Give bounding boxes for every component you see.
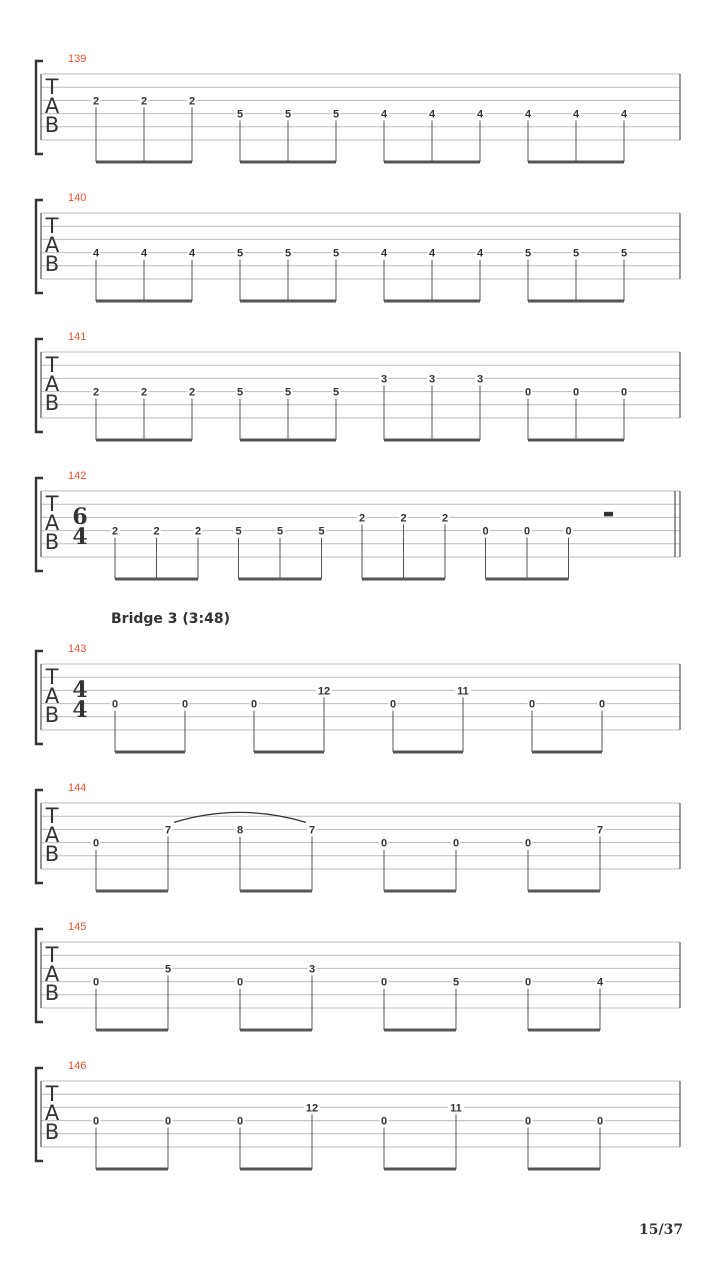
tab-clef-letter: T — [45, 1082, 59, 1106]
fret-number: 5 — [164, 963, 172, 976]
fret-number: 3 — [476, 373, 484, 386]
tab-clef-letter: T — [45, 665, 59, 689]
fret-number: 0 — [111, 698, 119, 711]
tab-clef-letter: A — [44, 1101, 60, 1125]
tab-clef-letter: B — [44, 703, 60, 727]
tab-clef-letter: A — [44, 94, 60, 118]
tab-clef-letter: B — [44, 391, 60, 415]
fret-number: 4 — [524, 108, 532, 121]
half-rest — [604, 512, 613, 517]
fret-number: 0 — [524, 837, 532, 850]
fret-number: 2 — [188, 95, 196, 108]
tab-clef-letter: A — [44, 233, 60, 257]
fret-number: 4 — [380, 108, 388, 121]
fret-number: 2 — [140, 386, 148, 399]
fret-number: 0 — [452, 837, 460, 850]
tab-clef-letter: B — [44, 530, 60, 554]
measure-number: 143 — [68, 643, 87, 655]
fret-number: 0 — [528, 698, 536, 711]
fret-number: 5 — [332, 247, 340, 260]
tab-clef-letter: A — [44, 511, 60, 535]
fret-number: 4 — [572, 108, 580, 121]
fret-number: 8 — [236, 824, 244, 837]
tab-clef-letter: T — [45, 492, 59, 516]
fret-number: 5 — [236, 108, 244, 121]
fret-number: 5 — [276, 525, 284, 538]
fret-number: 0 — [572, 386, 580, 399]
measure-number: 139 — [68, 53, 87, 65]
tab-clef-letter: A — [44, 962, 60, 986]
section-label: Bridge 3 (3:48) — [111, 611, 231, 627]
fret-number: 7 — [596, 824, 604, 837]
fret-number: 4 — [428, 108, 436, 121]
fret-number: 4 — [92, 247, 100, 260]
fret-number: 0 — [236, 976, 244, 989]
fret-number: 5 — [452, 976, 460, 989]
fret-number: 0 — [620, 386, 628, 399]
fret-number: 7 — [308, 824, 316, 837]
fret-number: 5 — [318, 525, 325, 538]
tab-clef-letter: A — [44, 823, 60, 847]
tab-clef-letter: B — [44, 842, 60, 866]
measure-number: 141 — [68, 331, 87, 343]
fret-number: 11 — [457, 685, 469, 698]
fret-number: 2 — [92, 95, 100, 108]
fret-number: 0 — [164, 1115, 172, 1128]
fret-number: 5 — [332, 386, 340, 399]
fret-number: 0 — [92, 1115, 100, 1128]
tab-clef-letter: T — [45, 353, 59, 377]
fret-number: 0 — [92, 837, 100, 850]
fret-number: 0 — [389, 698, 397, 711]
measure-number: 146 — [68, 1060, 87, 1072]
fret-number: 12 — [305, 1102, 319, 1115]
time-signature-numerator: 4 — [72, 677, 88, 703]
fret-number: 0 — [598, 698, 606, 711]
fret-number: 0 — [524, 1115, 532, 1128]
fret-number: 0 — [380, 837, 388, 850]
fret-number: 3 — [380, 373, 388, 386]
fret-number: 4 — [596, 976, 604, 989]
tab-clef-letter: B — [44, 981, 60, 1005]
fret-number: 5 — [524, 247, 532, 260]
page-number: 15/37 — [639, 1222, 684, 1238]
fret-number: 2 — [111, 525, 119, 538]
fret-number: 0 — [523, 525, 531, 538]
tab-clef-letter: T — [45, 804, 59, 828]
fret-number: 3 — [308, 963, 316, 976]
measure-number: 144 — [68, 782, 87, 794]
fret-number: 4 — [620, 108, 628, 121]
fret-number: 5 — [236, 386, 244, 399]
fret-number: 5 — [284, 247, 292, 260]
fret-number: 2 — [153, 525, 160, 538]
tab-clef-letter: B — [44, 252, 60, 276]
fret-number: 4 — [428, 247, 436, 260]
fret-number: 5 — [572, 247, 580, 260]
fret-number: 5 — [620, 247, 628, 260]
tab-clef-letter: B — [44, 1120, 60, 1144]
fret-number: 3 — [428, 373, 436, 386]
slur — [174, 812, 306, 822]
fret-number: 2 — [358, 512, 366, 525]
fret-number: 5 — [236, 247, 244, 260]
fret-number: 2 — [140, 95, 148, 108]
time-signature-denominator: 4 — [72, 697, 88, 723]
tab-clef-letter: A — [44, 372, 60, 396]
fret-number: 0 — [524, 386, 532, 399]
fret-number: 5 — [235, 525, 242, 538]
fret-number: 7 — [164, 824, 172, 837]
fret-number: 2 — [441, 512, 449, 525]
measure-number: 140 — [68, 192, 87, 204]
fret-number: 2 — [188, 386, 196, 399]
fret-number: 11 — [450, 1102, 462, 1115]
fret-number: 0 — [181, 698, 189, 711]
fret-number: 12 — [317, 685, 331, 698]
fret-number: 4 — [380, 247, 388, 260]
fret-number: 0 — [565, 525, 572, 538]
time-signature-numerator: 6 — [72, 504, 88, 530]
fret-number: 0 — [596, 1115, 604, 1128]
tab-clef-letter: T — [45, 75, 59, 99]
fret-number: 0 — [524, 976, 532, 989]
tab-clef-letter: T — [45, 943, 59, 967]
fret-number: 4 — [188, 247, 196, 260]
fret-number: 5 — [284, 108, 292, 121]
fret-number: 2 — [194, 525, 202, 538]
fret-number: 0 — [482, 525, 489, 538]
measure-number: 145 — [68, 921, 87, 933]
fret-number: 2 — [400, 512, 407, 525]
fret-number: 5 — [284, 386, 292, 399]
fret-number: 0 — [92, 976, 100, 989]
fret-number: 2 — [92, 386, 100, 399]
fret-number: 5 — [332, 108, 340, 121]
fret-number: 0 — [236, 1115, 244, 1128]
fret-number: 4 — [476, 247, 484, 260]
time-signature-denominator: 4 — [72, 524, 88, 550]
fret-number: 0 — [380, 1115, 388, 1128]
tab-clef-letter: A — [44, 684, 60, 708]
fret-number: 0 — [380, 976, 388, 989]
fret-number: 4 — [140, 247, 148, 260]
fret-number: 4 — [476, 108, 484, 121]
fret-number: 0 — [250, 698, 258, 711]
measure-number: 142 — [68, 470, 87, 482]
tab-clef-letter: B — [44, 113, 60, 137]
tab-clef-letter: T — [45, 214, 59, 238]
